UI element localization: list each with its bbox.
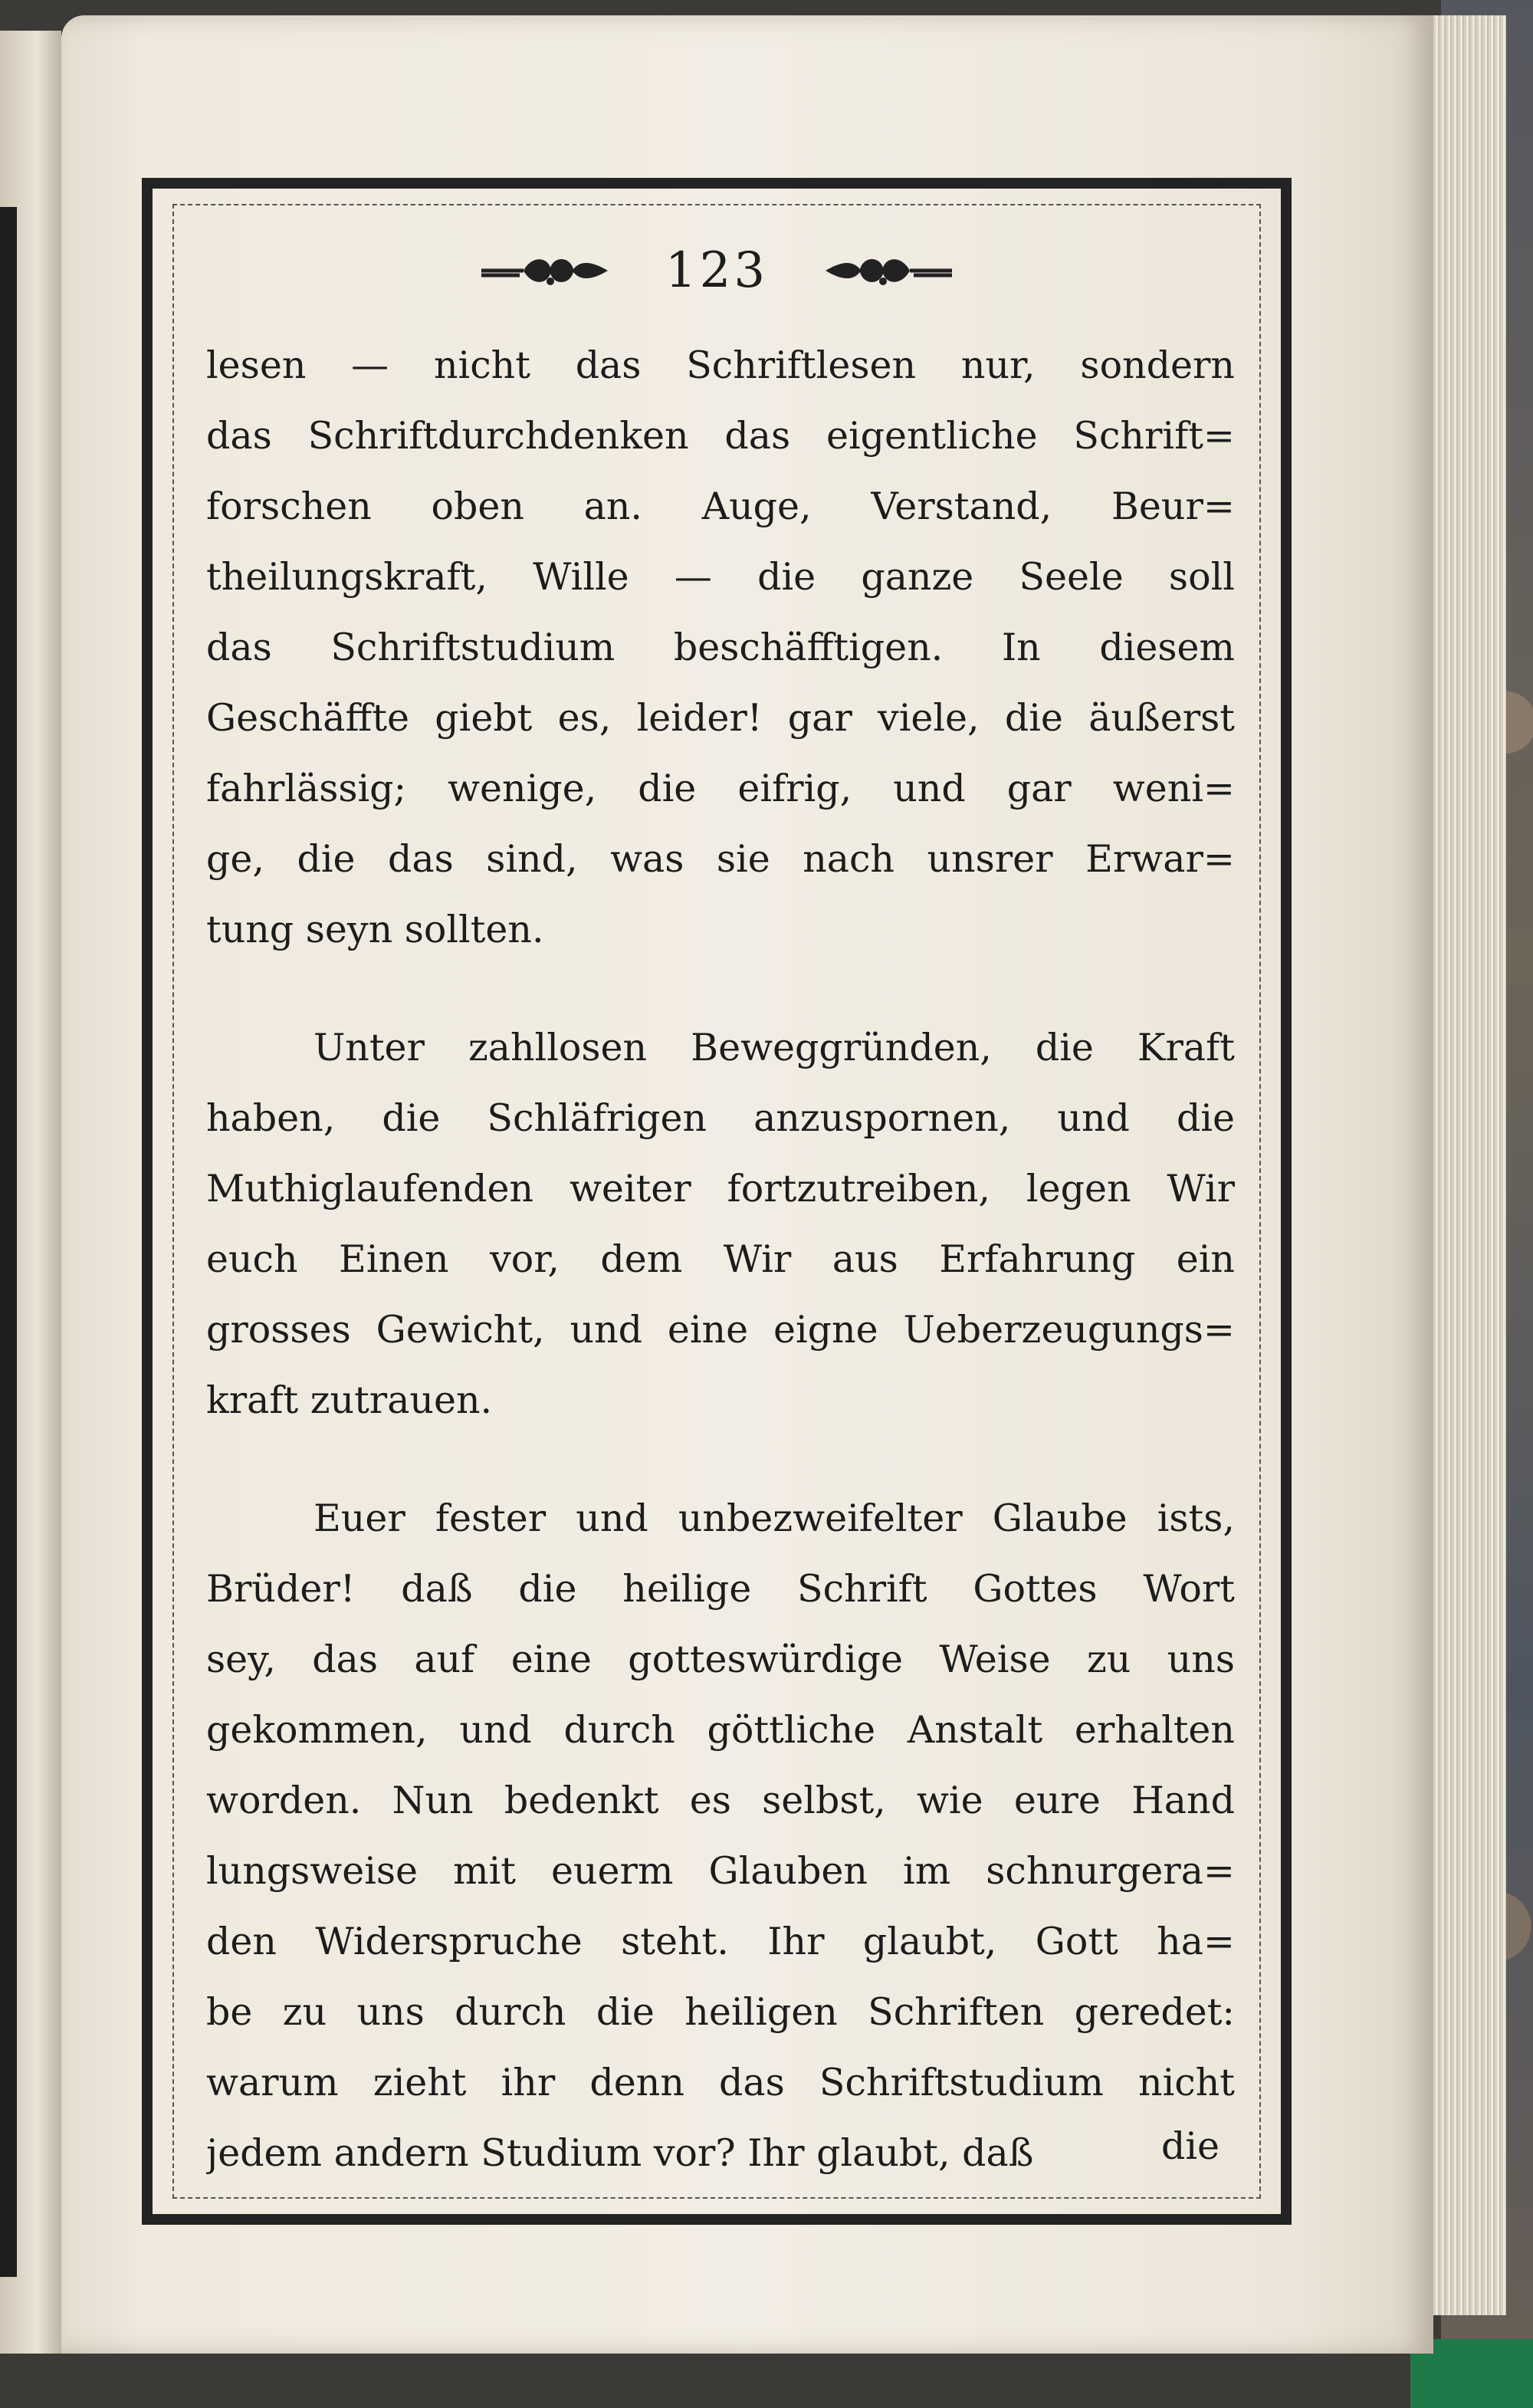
word: Glaube <box>992 1496 1128 1540</box>
text-line <box>206 1977 1235 2048</box>
word: ganze <box>861 555 974 599</box>
word: gar <box>1006 767 1072 810</box>
word: ein <box>1176 1237 1235 1281</box>
word: haben, <box>206 1096 336 1140</box>
word: grosses <box>206 1308 351 1352</box>
word: Wir <box>723 1237 792 1281</box>
word: Schriften <box>868 1990 1045 2034</box>
word: Schriftstudium <box>330 626 615 669</box>
page-body-text <box>206 330 1235 2189</box>
text-line <box>206 754 1235 824</box>
word: erhalten <box>1074 1708 1235 1752</box>
word: lesen <box>206 343 307 387</box>
word: zu <box>282 1990 327 2034</box>
text-line <box>206 1907 1235 1977</box>
text-line <box>206 471 1235 542</box>
text-line <box>206 330 1235 401</box>
word: Schrift= <box>1073 414 1235 458</box>
word: Erfahrung <box>939 1237 1136 1281</box>
word: sind, <box>486 837 578 881</box>
word: an. <box>583 485 642 528</box>
word: eigentliche <box>826 414 1038 458</box>
word: soll <box>1168 555 1235 599</box>
left-ornament-icon <box>478 252 612 289</box>
text-line <box>206 1083 1235 1154</box>
word: Verstand, <box>871 485 1052 528</box>
text-line <box>206 2048 1235 2118</box>
word: Gewicht, <box>376 1308 545 1352</box>
word: Schriftstudium <box>819 2061 1104 2104</box>
word: Schriftdurchdenken <box>307 414 689 458</box>
word: den <box>206 1920 277 1963</box>
word: zieht <box>373 2061 467 2104</box>
word: nur, <box>960 343 1036 387</box>
word: durch <box>563 1708 675 1752</box>
word: ge, <box>206 837 264 881</box>
word: anzuspornen, <box>753 1096 1011 1140</box>
page-edges <box>1433 15 1506 2315</box>
word: im <box>903 1849 951 1893</box>
word: ha= <box>1157 1920 1235 1963</box>
word: was <box>610 837 684 881</box>
left-page-edge <box>0 31 63 2354</box>
word: Schläfrigen <box>487 1096 707 1140</box>
word: Seele <box>1019 555 1124 599</box>
paragraph <box>206 1483 1235 2189</box>
right-ornament-icon <box>822 252 956 289</box>
word: gotteswürdige <box>628 1638 904 1681</box>
word: oben <box>431 485 524 528</box>
word: und <box>1057 1096 1130 1140</box>
word: worden. <box>206 1779 362 1822</box>
word: Wille <box>533 555 629 599</box>
text-line <box>206 1013 1235 1083</box>
word: sey, <box>206 1638 276 1681</box>
word: weni= <box>1112 767 1235 810</box>
word: Anstalt <box>907 1708 1043 1752</box>
word: legen <box>1026 1167 1131 1211</box>
word: sondern <box>1080 343 1235 387</box>
word: nicht <box>433 343 530 387</box>
word: auf <box>414 1638 475 1681</box>
word: und <box>570 1308 642 1352</box>
text-line <box>206 1554 1235 1624</box>
word: beschäfftigen. <box>673 626 944 669</box>
word: Gott <box>1035 1920 1118 1963</box>
word: Kraft <box>1137 1026 1235 1069</box>
word: und <box>576 1496 648 1540</box>
word: gekommen, <box>206 1708 428 1752</box>
word: Schriftlesen <box>686 343 917 387</box>
word: das <box>388 837 454 881</box>
word: Glauben <box>708 1849 868 1893</box>
word: viele, <box>878 696 980 740</box>
word: denn <box>589 2061 684 2104</box>
text-line <box>206 401 1235 471</box>
word: göttliche <box>707 1708 876 1752</box>
catchword: die <box>1160 2124 1220 2168</box>
word: glaubt, <box>862 1920 997 1963</box>
word: dem <box>600 1237 683 1281</box>
word: diesem <box>1099 626 1235 669</box>
word: es, <box>557 696 612 740</box>
word: das <box>575 343 642 387</box>
word: das <box>724 414 791 458</box>
word: lungsweise <box>206 1849 419 1893</box>
word: schnurgera= <box>986 1849 1235 1893</box>
word: nach <box>803 837 895 881</box>
printed-border-frame <box>142 178 1292 2225</box>
word: leider! <box>636 696 763 740</box>
paragraph <box>206 1013 1235 1436</box>
text-line: kraft zutrauen. <box>206 1378 493 1422</box>
word: geredet: <box>1074 1990 1235 2034</box>
word: fester <box>435 1496 547 1540</box>
paragraph <box>206 330 1235 965</box>
text-line <box>206 1836 1235 1907</box>
word: nicht <box>1138 2061 1235 2104</box>
word: gar <box>787 696 852 740</box>
word: Wort <box>1143 1567 1235 1611</box>
word: forschen <box>206 485 372 528</box>
word: Weise <box>939 1638 1051 1681</box>
word: die <box>1035 1026 1094 1069</box>
word: Ihr <box>767 1920 825 1963</box>
word: aus <box>832 1237 898 1281</box>
word: es <box>689 1779 731 1822</box>
word: Auge, <box>701 485 812 528</box>
word: fahrlässig; <box>206 767 407 810</box>
word: Schrift <box>797 1567 927 1611</box>
word: die <box>297 837 356 881</box>
word: Wir <box>1167 1167 1235 1211</box>
word: zu <box>1086 1638 1131 1681</box>
word: — <box>351 343 389 387</box>
text-line: jedem andern Studium vor? Ihr glaubt, daß <box>206 2131 1034 2175</box>
left-page-shadow <box>0 207 17 2277</box>
word: und <box>893 767 966 810</box>
word: das <box>312 1638 379 1681</box>
word: giebt <box>435 696 533 740</box>
word: — <box>674 555 712 599</box>
text-line <box>206 1695 1235 1766</box>
word: be <box>206 1990 253 2034</box>
word: das <box>206 414 272 458</box>
word: Einen <box>339 1237 449 1281</box>
word: die <box>1176 1096 1235 1140</box>
word: die <box>757 555 816 599</box>
word: Hand <box>1131 1779 1235 1822</box>
word: Gottes <box>973 1567 1098 1611</box>
word: äußerst <box>1088 696 1235 740</box>
word: die <box>596 1990 655 2034</box>
word: Unter <box>313 1026 425 1069</box>
word: ihr <box>501 2061 556 2104</box>
text-line <box>206 1154 1235 1224</box>
word: wenige, <box>448 767 597 810</box>
word: eifrig, <box>737 767 852 810</box>
word: daß <box>401 1567 473 1611</box>
word: fortzutreiben, <box>727 1167 991 1211</box>
word: heiligen <box>684 1990 838 2034</box>
word: euch <box>206 1237 298 1281</box>
word: ists, <box>1157 1496 1235 1540</box>
word: weiter <box>569 1167 691 1211</box>
word: Geschäffte <box>206 696 410 740</box>
word: Nun <box>392 1779 474 1822</box>
word: Widerspruche <box>315 1920 583 1963</box>
word: die <box>518 1567 577 1611</box>
text-line <box>206 1624 1235 1695</box>
word: In <box>1001 626 1041 669</box>
word: die <box>1004 696 1063 740</box>
word: Brüder! <box>206 1567 356 1611</box>
text-line: tung seyn sollten. <box>206 908 544 951</box>
word: eine <box>510 1638 592 1681</box>
paragraph-gap <box>206 965 1235 1013</box>
text-line <box>206 1766 1235 1836</box>
text-line <box>206 683 1235 754</box>
word: unbezweifelter <box>678 1496 963 1540</box>
word: bedenkt <box>504 1779 659 1822</box>
word: warum <box>206 2061 339 2104</box>
text-line <box>206 1224 1235 1295</box>
word: eure <box>1013 1779 1101 1822</box>
word: heilige <box>622 1567 752 1611</box>
word: vor, <box>490 1237 560 1281</box>
word: Ueberzeugungs= <box>903 1308 1235 1352</box>
page-header <box>153 242 1281 299</box>
page-number: 123 <box>665 242 769 299</box>
word: Muthiglaufenden <box>206 1167 534 1211</box>
word: zahllosen <box>468 1026 648 1069</box>
word: selbst, <box>762 1779 886 1822</box>
text-line <box>206 824 1235 895</box>
word: durch <box>455 1990 566 2034</box>
word: theilungskraft, <box>206 555 487 599</box>
word: uns <box>1167 1638 1235 1681</box>
word: eigne <box>773 1308 878 1352</box>
word: sie <box>716 837 770 881</box>
word: euerm <box>550 1849 674 1893</box>
paragraph-gap <box>206 1436 1235 1483</box>
word: Beweggründen, <box>691 1026 992 1069</box>
word: Euer <box>313 1496 405 1540</box>
word: steht. <box>621 1920 729 1963</box>
text-line <box>206 613 1235 683</box>
word: eine <box>667 1308 749 1352</box>
word: das <box>206 626 272 669</box>
word: wie <box>916 1779 983 1822</box>
word: das <box>719 2061 785 2104</box>
text-line <box>206 1295 1235 1365</box>
word: Beur= <box>1111 485 1235 528</box>
word: mit <box>453 1849 516 1893</box>
word: die <box>382 1096 441 1140</box>
word: und <box>459 1708 532 1752</box>
word: die <box>638 767 697 810</box>
word: unsrer <box>927 837 1053 881</box>
word: Erwar= <box>1085 837 1235 881</box>
text-line <box>206 542 1235 613</box>
text-line <box>206 1483 1235 1554</box>
word: uns <box>356 1990 425 2034</box>
